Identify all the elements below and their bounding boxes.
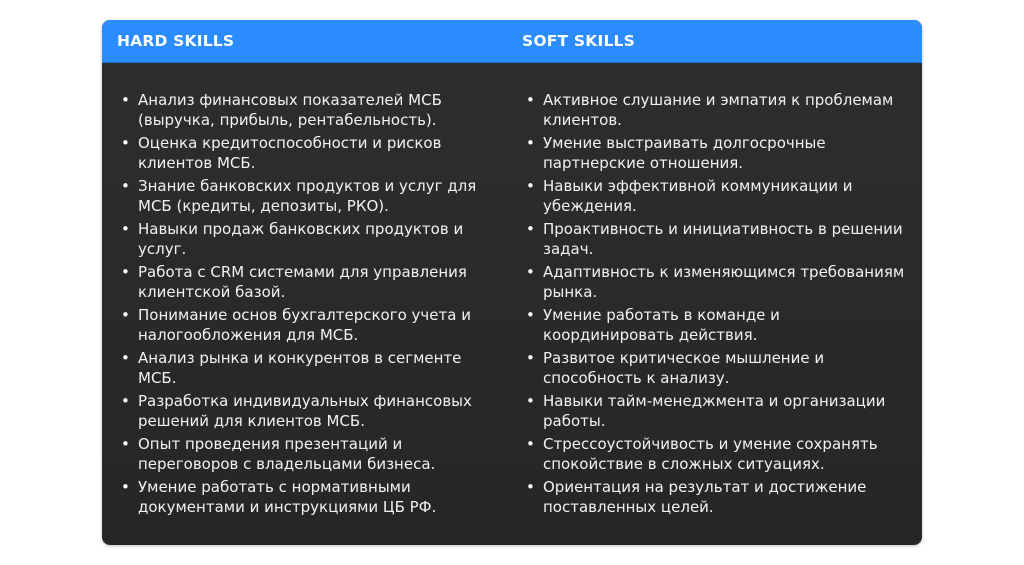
bullet-icon: • [121,134,130,152]
bullet-icon: • [526,91,535,109]
soft-skill-text: Проактивность и инициативность в решении задач. [543,220,903,258]
list-item [118,134,498,173]
bullet-icon: • [526,134,535,152]
soft-skill-text: Навыки эффективной коммуникации и убеждения. [543,177,853,215]
soft-skill-text: Активное слушание и эмпатия к проблемам клиентов. [543,91,894,129]
hard-skill-text: Анализ рынка и конкурентов в сегменте МСБ. [138,349,462,387]
bullet-icon: • [526,392,535,410]
list-item [118,220,498,259]
soft-skill-text: Ориентация на результат и достижение поставленных целей. [543,478,867,516]
soft-skill-text: Умение работать в команде и координировать действия. [543,306,780,344]
hard-skills-title: HARD SKILLS [117,32,235,50]
bullet-icon: • [121,177,130,195]
list-item [523,478,908,517]
bullet-icon: • [121,349,130,367]
hard-skill-text: Анализ финансовых показателей МСБ (выручка, прибыль, рентабельность). [138,91,442,129]
soft-skill-text: Развитое критическое мышление и способность к анализу. [543,349,825,387]
bullet-icon: • [526,177,535,195]
list-item [523,263,908,302]
list-item [118,392,498,431]
bullet-icon: • [526,435,535,453]
hard-skill-text: Разработка индивидуальных финансовых решений для клиентов МСБ. [138,392,472,430]
bullet-icon: • [121,263,130,281]
list-item [523,91,908,130]
list-item [523,177,908,216]
hard-skill-text: Опыт проведения презентаций и переговоров с владельцами бизнеса. [138,435,436,473]
skills-table [102,20,922,545]
list-item [118,435,498,474]
bullet-icon: • [121,220,130,238]
list-item [118,263,498,302]
bullet-icon: • [526,478,535,496]
bullet-icon: • [121,392,130,410]
bullet-icon: • [526,263,535,281]
hard-skill-text: Знание банковских продуктов и услуг для МСБ (кредиты, депозиты, РКО). [138,177,477,215]
list-item [523,392,908,431]
list-item [523,220,908,259]
list-item [118,91,498,130]
soft-skill-text: Умение выстраивать долгосрочные партнерские отношения. [543,134,826,172]
list-item [523,349,908,388]
soft-skills-list [523,91,908,521]
soft-skill-text: Стрессоустойчивость и умение сохранять спокойствие в сложных ситуациях. [543,435,878,473]
list-item [118,177,498,216]
list-item [523,134,908,173]
hard-skills-list [118,91,498,521]
bullet-icon: • [121,478,130,496]
bullet-icon: • [526,220,535,238]
bullet-icon: • [526,306,535,324]
hard-skill-text: Понимание основ бухгалтерского учета и налогообложения для МСБ. [138,306,471,344]
soft-skills-title: SOFT SKILLS [522,32,635,50]
list-item [118,478,498,517]
bullet-icon: • [121,435,130,453]
table-header [102,20,922,63]
list-item [118,349,498,388]
list-item [523,306,908,345]
hard-skill-text: Навыки продаж банковских продуктов и услуг. [138,220,464,258]
soft-skill-text: Адаптивность к изменяющимся требованиям рынка. [543,263,905,301]
hard-skill-text: Оценка кредитоспособности и рисков клиентов МСБ. [138,134,442,172]
hard-skill-text: Работа с CRM системами для управления клиентской базой. [138,263,467,301]
bullet-icon: • [526,349,535,367]
hard-skill-text: Умение работать с нормативными документами и инструкциями ЦБ РФ. [138,478,437,516]
bullet-icon: • [121,306,130,324]
list-item [523,435,908,474]
soft-skill-text: Навыки тайм-менеджмента и организации работы. [543,392,886,430]
list-item [118,306,498,345]
bullet-icon: • [121,91,130,109]
